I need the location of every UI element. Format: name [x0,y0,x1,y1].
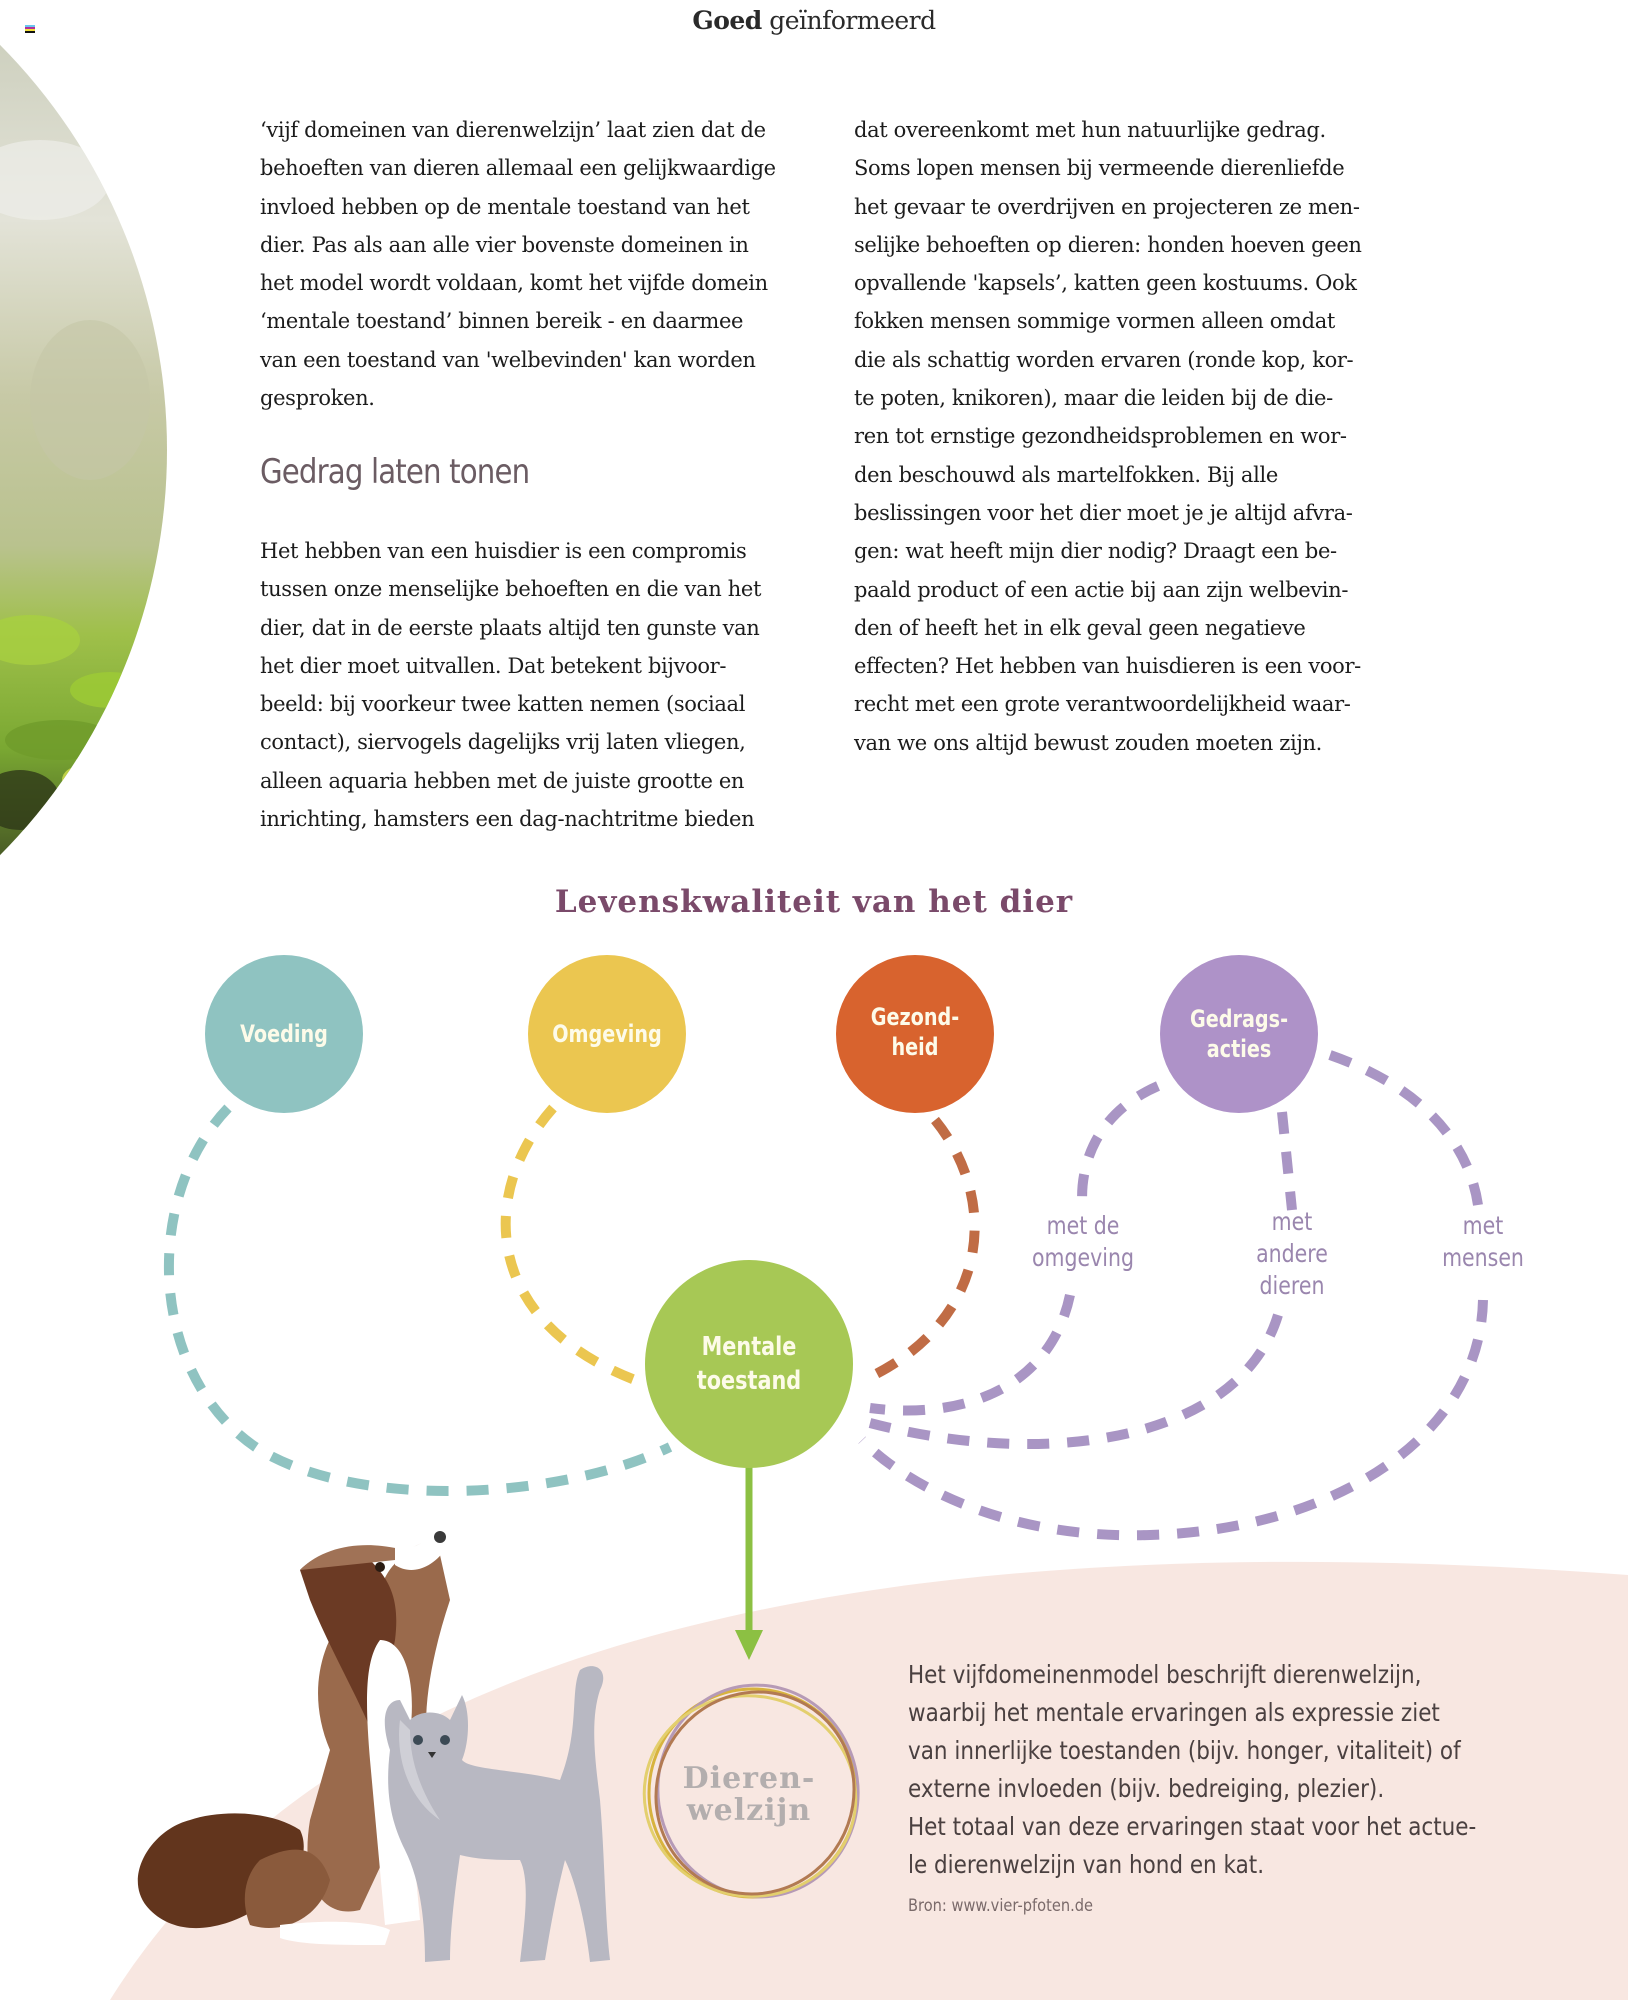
label-line: dieren [1259,1271,1325,1300]
node-label-voeding [204,1019,364,1049]
text-line: Soms lopen mensen bij vermeende dierenliefde [854,156,1345,181]
caption-line: Het totaal van deze ervaringen staat voor het actue- [908,1812,1477,1841]
node-label-omgeving [527,1019,687,1049]
caption-line: le dierenwelzijn van hond en kat. [908,1850,1265,1879]
text-line: beeld: bij voorkeur twee katten nemen (sociaal [260,692,746,717]
text-line: opvallende 'kapsels’, katten geen kostuums. Ook [854,271,1357,296]
connector-gezondheid [868,1120,975,1378]
text-line: contact), siervogels dagelijks vrij laten vliegen, [260,730,746,755]
text-line: Het hebben van een huisdier is een compromis [260,539,747,563]
connector-voeding [169,1108,670,1491]
text-line: die als schattig worden ervaren (ronde kop, kor- [854,347,1354,372]
text-line: ren tot ernstige gezondheidsproblemen en wor- [854,424,1347,449]
text-line: het model wordt voldaan, komt het vijfde domein [260,271,768,296]
diagram-title: Levenskwaliteit van het dier [554,884,1074,920]
header-bold: Goed [692,6,762,35]
label-line: mensen [1442,1243,1524,1272]
label-line: Dieren- [682,1761,816,1796]
text-line: het dier moet uitvallen. Dat betekent bijvoor- [260,653,727,678]
sublabel-met-mensen [1409,1210,1557,1274]
text-line: selijke behoeften op dieren: honden hoeven geen [854,232,1362,257]
subheading: Gedrag laten tonen [260,452,530,492]
label-line: andere [1256,1239,1328,1268]
sublabel-met-de-omgeving [1009,1210,1157,1274]
source-credit: Bron: www.vier-pfoten.de [908,1896,1094,1916]
text-line: paald product of een actie bij aan zijn welbevin- [854,577,1349,602]
text-line: recht met een grote verantwoordelijkheid waar- [854,692,1351,717]
caption-line: van innerlijke toestanden (bijv. honger, vitaliteit) of [908,1736,1461,1765]
text-line: behoeften van dieren allemaal een gelijkwaardige [260,156,776,181]
label-line: met [1271,1207,1313,1236]
label-line: toestand [696,1366,802,1396]
label-line: omgeving [1032,1243,1134,1272]
label-line: met de [1046,1211,1120,1240]
diagram-caption [908,1656,1477,1884]
header-regular: geïnformeerd [769,6,936,35]
text-line: te poten, knikoren), maar die leiden bij de die- [854,386,1333,411]
text-line: van een toestand van 'welbevinden' kan worden [260,347,756,372]
text-line: dat overeenkomt met hun natuurlijke gedrag. [854,118,1326,142]
text-line: invloed hebben op de mentale toestand van het [260,194,750,219]
label-line: welzijn [686,1793,812,1828]
caption-line: waarbij het mentale ervaringen als expressie ziet [908,1698,1440,1727]
label-line: heid [891,1033,939,1061]
label-line: Gedrags- [1189,1005,1289,1033]
node-label-gezondheid [835,1002,995,1062]
node-label-gedragsacties [1159,1004,1319,1064]
label-line: met [1462,1211,1504,1240]
connector-met-mensen [862,1055,1483,1535]
text-line: alleen aquaria hebben met de juiste grootte en [260,768,745,793]
caption-line: externe invloeden (bijv. bedreiging, plezier). [908,1774,1385,1803]
text-line: fokken mensen sommige vormen alleen omdat [854,309,1335,334]
result-label-dierenwelzijn [649,1763,849,1827]
caption-line: Het vijfdomeinenmodel beschrijft dierenwelzijn, [908,1660,1422,1689]
node-label-mentale [669,1330,829,1398]
text-line: dier, dat in de eerste plaats altijd ten gunste van [260,615,760,640]
text-line: ‘vijf domeinen van dierenwelzijn’ laat zien dat de [260,118,766,142]
text-line: den beschouwd als martelfokken. Bij alle [854,462,1278,487]
label-line: acties [1206,1035,1272,1063]
label-line: Mentale [701,1332,797,1362]
label-line: Omgeving [552,1020,662,1048]
text-line: van we ons altijd bewust zouden moeten zijn. [854,730,1323,755]
text-line: gen: wat heeft mijn dier nodig? Draagt een be- [854,539,1337,564]
text-line: gesproken. [260,386,375,411]
text-line: tussen onze menselijke behoeften en die van het [260,577,762,602]
label-line: Gezond- [870,1003,960,1031]
text-line: het gevaar te overdrijven en projecteren ze men- [854,194,1360,219]
text-line: beslissingen voor het dier moet je je altijd afvra- [854,500,1353,525]
text-line: den of heeft het in elk geval geen negatieve [854,615,1306,640]
text-line: effecten? Het hebben van huisdieren is een voor- [854,654,1361,679]
text-line: ‘mentale toestand’ binnen bereik - en daarmee [260,309,744,334]
connector-omgeving [506,1108,635,1380]
label-line: Voeding [240,1020,328,1048]
text-line: inrichting, hamsters een dag-nachtritme bieden [260,807,755,832]
text-line: dier. Pas als aan alle vier bovenste domeinen in [260,232,749,257]
sublabel-met-andere-dieren [1218,1206,1366,1302]
